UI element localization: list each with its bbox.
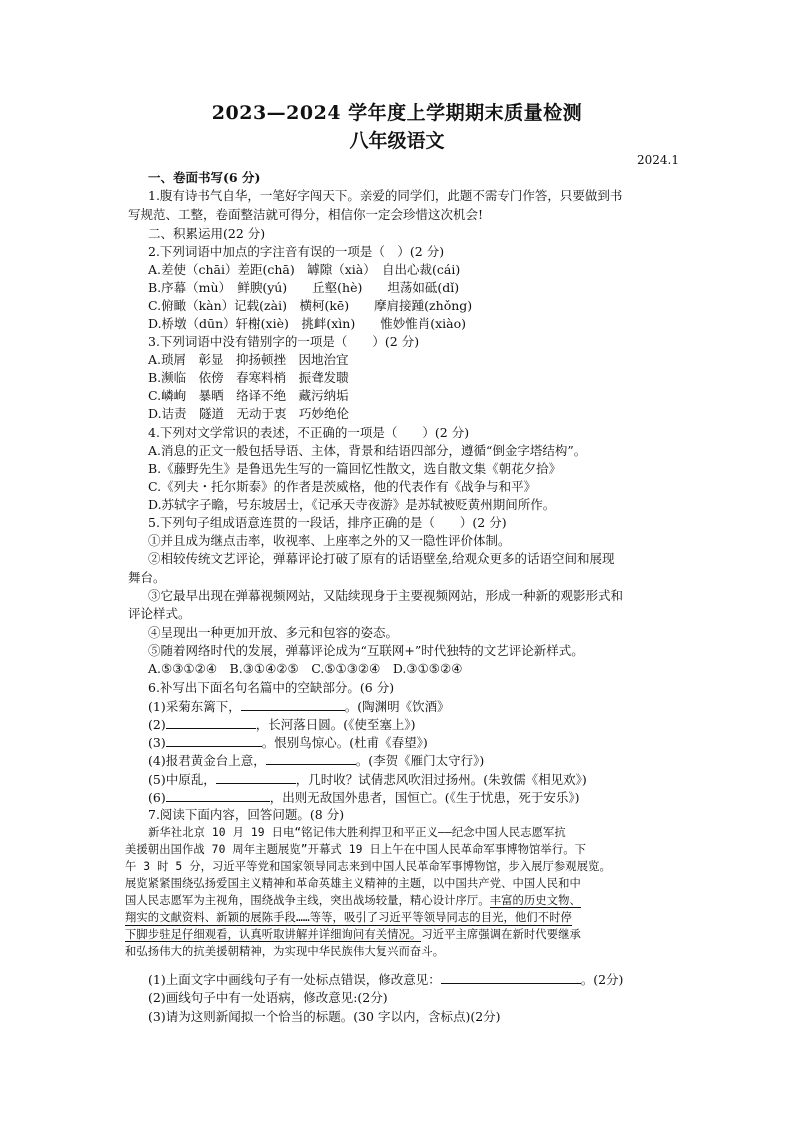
q6-line-3: (3) 。恨别鸟惊心。(杜甫《春望》) — [148, 735, 428, 750]
q4-option-a: A.消息的正文一般包括导语、主体，背景和结语四部分，遵循“倒金字塔结构”。 — [148, 443, 587, 458]
q7-sub-2: (2)画线句子中有一处语病，修改意见:(2分) — [148, 990, 388, 1005]
news-line-1: 新华社北京 10 月 19 日电“铭记伟大胜利捍卫和平正义——纪念中国人民志愿军抗 — [148, 826, 566, 839]
q6-line-4: (4)报君黄金台上意， 。(李贺《雁门太守行》) — [148, 753, 485, 768]
answer-blank[interactable] — [166, 716, 256, 729]
news-line-7: 下脚步驻足仔细观看，认真听取讲解并详细询问有关情况。习近平主席强调在新时代要继承 — [125, 928, 581, 941]
q5-stem: 5.下列句子组成语意连贯的一段话，排序正确的是（ ）(2 分) — [148, 515, 507, 530]
q4-option-b: B.《藤野先生》是鲁迅先生写的一篇回忆性散文，选自散文集《朝花夕拾》 — [148, 461, 562, 476]
underlined-sentence: 丰富的历史文物、 — [489, 894, 581, 907]
answer-blank[interactable] — [441, 971, 581, 984]
answer-blank[interactable] — [166, 789, 270, 802]
q2-option-b: B.序幕（mù） 鲜腴(yú) 丘壑(hè) 坦荡如砥(dǐ) — [148, 280, 460, 295]
q7-sub-3: (3)请为这则新闻拟一个恰当的标题。(30 字以内，含标点)(2分) — [148, 1009, 501, 1024]
q2-option-d: D.桥墩（dūn）轩榭(xiè) 挑衅(xìn) 惟妙惟肖(xiào) — [148, 316, 466, 331]
q1-text-line-1: 1.腹有诗书气自华，一笔好字闯天下。亲爱的同学们，此题不需专门作答，只要做到书 — [148, 188, 623, 203]
underlined-sentence: 下脚步驻足仔细观看，认真听取讲解并详细询问有关情况。 — [125, 928, 422, 941]
q6-line-6: (6) ，出则无敌国外患者，国恒亡。(《生于忧患，死于安乐》) — [148, 790, 580, 805]
q5-sentence-4: ④呈现出一种更加开放、多元和包容的姿态。 — [148, 625, 399, 640]
q5-sentence-1: ①并且成为继点击率，收视率、上座率之外的又一隐性评价体制。 — [148, 533, 511, 548]
q4-option-c: C.《列夫・托尔斯泰》的作者是茨威格，他的代表作有《战争与和平》 — [148, 479, 537, 494]
q3-option-d: D.诘责 隧道 无动于衷 巧妙绝伦 — [148, 406, 350, 421]
q6-line-5: (5)中原乱， ，几时收？试倩悲风吹泪过扬州。(朱敦儒《相见欢》) — [148, 772, 587, 787]
exam-date: 2024.1 — [637, 153, 679, 167]
answer-blank[interactable] — [266, 752, 356, 765]
q2-option-c: C.俯瞰（kàn）记载(zài) 横柯(kē) 摩肩接踵(zhǒng) — [148, 298, 473, 313]
q3-option-c: C.嶙峋 暴晒 络译不绝 藏污纳垢 — [148, 388, 349, 403]
news-line-2: 美援朝出国作战 70 周年主题展览”开幕式 19 日上午在中国人民革命军事博物馆举行。下 — [125, 843, 587, 856]
q5-sentence-3: ③它最早出现在弹幕视频网站，又陆续现身于主要视频网站，形成一种新的观影形式和 — [148, 588, 624, 603]
q1-text-line-2: 写规范、工整，卷面整洁就可得分，相信你一定会珍惜这次机会! — [128, 207, 484, 222]
section-2-heading: 二、积累运用(22 分) — [148, 226, 266, 241]
q2-stem: 2.下列词语中加点的字注音有误的一项是（ ）(2 分) — [148, 244, 445, 259]
exam-subtitle: 八年级语文 — [349, 130, 445, 152]
answer-blank[interactable] — [216, 771, 296, 784]
q3-option-a: A.琐屑 彰显 抑扬顿挫 因地治宜 — [148, 352, 349, 367]
q2-option-a: A.差使（chāi）差距(chā) 罅隙（xià） 自出心裁(cái) — [148, 262, 461, 277]
q6-stem: 6.补写出下面名句名篇中的空缺部分。(6 分) — [148, 680, 395, 695]
news-line-8: 和弘扬伟大的抗美援朝精神，为实现中华民族伟大复兴而奋斗。 — [125, 945, 445, 958]
q6-line-2: (2) ，长河落日圆。(《使至塞上》) — [148, 717, 416, 732]
answer-blank[interactable] — [241, 698, 345, 711]
q5-sentence-3-cont: 评论样式。 — [128, 606, 191, 621]
q3-option-b: B.濒临 依傍 春寒料梢 振聋发聩 — [148, 370, 349, 385]
q7-sub-1: (1)上面文字中画线句子有一处标点错误，修改意见： 。(2分) — [148, 972, 624, 987]
q7-stem: 7.阅读下面内容，回答问题。(8 分) — [148, 807, 345, 822]
q5-sentence-2-cont: 舞台。 — [128, 570, 166, 585]
q3-stem: 3.下列词语中没有错别字的一项是（ ）(2 分) — [148, 334, 420, 349]
exam-title: 2023—2024 学年度上学期期末质量检测 — [211, 102, 583, 124]
news-line-6-underlined: 翔实的文献资料、新颖的展陈手段……等等，吸引了习近平等领导同志的目光，他们不时停 — [125, 911, 572, 924]
q4-option-d: D.苏轼字子瞻，号东坡居士，《记承天寺夜游》是苏轼被贬黄州期间所作。 — [148, 497, 556, 512]
q6-line-1: (1)采菊东篱下， 。(陶渊明《饮酒》 — [148, 699, 450, 714]
section-1-heading: 一、卷面书写(6 分) — [148, 170, 261, 185]
answer-blank[interactable] — [166, 734, 262, 747]
news-line-4: 展览紧紧围绕弘扬爱国主义精神和革命英雄主义精神的主题，以中国共产党、中国人民和中 — [125, 877, 581, 890]
q5-sentence-5: ⑤随着网络时代的发展，弹幕评论成为“互联网+”时代独特的文艺评论新样式。 — [148, 643, 584, 658]
news-line-3: 午 3 时 5 分，习近平等党和国家领导同志来到中国人民革命军事博物馆，步入展厅参观展览。 — [125, 860, 611, 873]
q4-stem: 4.下列对文学常识的表述，不正确的一项是（ ）(2 分) — [148, 425, 470, 440]
q5-options: A.⑤③①②④ B.③①④②⑤ C.⑤①③②④ D.③①⑤②④ — [148, 661, 463, 676]
news-line-5: 国人民志愿军为主视角，围绕战争主线，突出战场较量，精心设计序厅。丰富的历史文物、 — [125, 894, 581, 907]
q5-sentence-2: ②相较传统文艺评论，弹幕评论打破了原有的话语壁垒,给观众更多的话语空间和展现 — [148, 551, 615, 566]
